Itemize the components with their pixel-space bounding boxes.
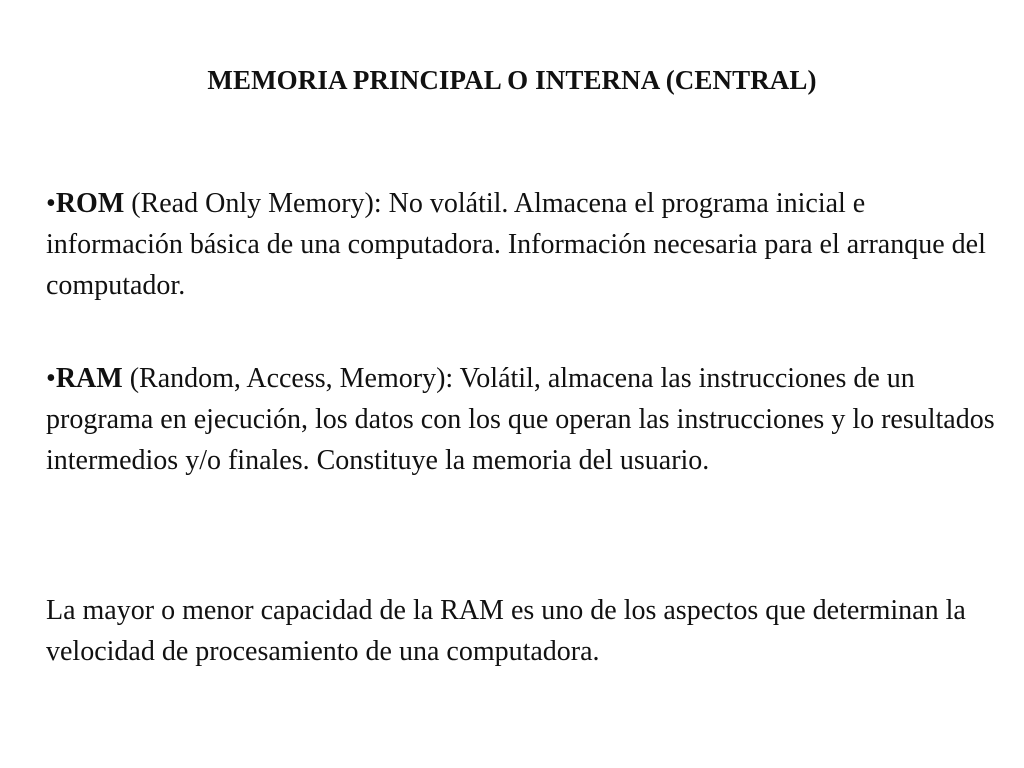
slide-title: MEMORIA PRINCIPAL O INTERNA (CENTRAL) (207, 65, 817, 95)
ram-paragraph (46, 358, 1006, 481)
rom-paragraph (46, 183, 1006, 306)
ram-description: (Random, Access, Memory): Volátil, almacena las instrucciones de un programa en ejecución, los datos con los que operan las instrucciones y lo resultados intermedios y/o finales. Constituye la memoria del usuario. (46, 363, 995, 476)
rom-term: ROM (55, 188, 125, 219)
rom-description: (Read Only Memory): No volátil. Almacena el programa inicial e información básica de una computadora. Información necesaria para el arranque del computador. (46, 188, 986, 301)
note-paragraph: La mayor o menor capacidad de la RAM es uno de los aspectos que determinan la velocidad de procesamiento de una computadora. (46, 595, 966, 667)
ram-term: RAM (55, 363, 123, 394)
bullet-icon: • (46, 363, 56, 394)
bullet-icon: • (46, 188, 56, 219)
